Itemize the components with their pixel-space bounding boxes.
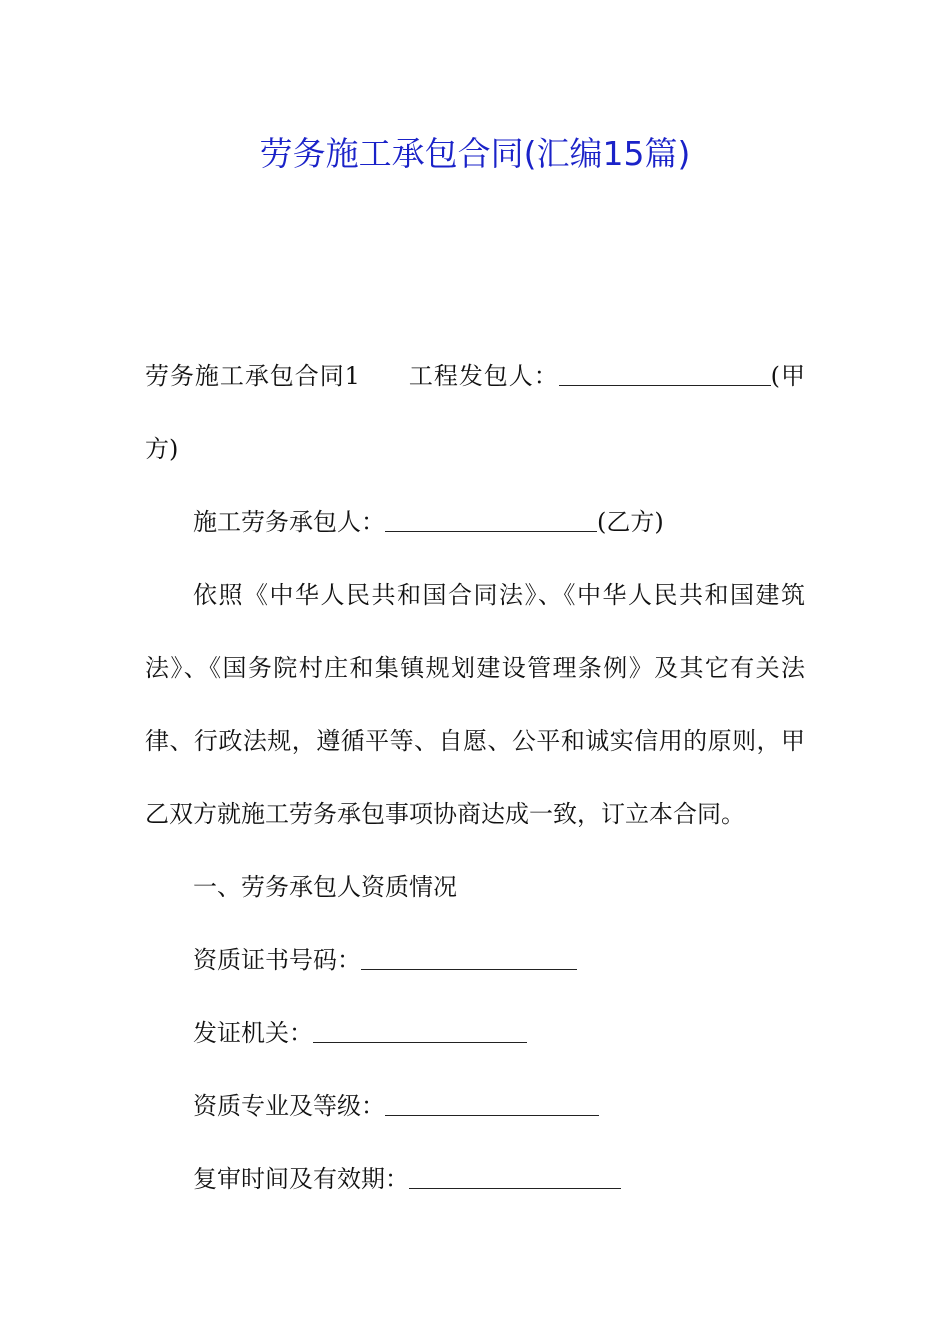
review-label: 复审时间及有效期：: [193, 1165, 409, 1193]
section-1-title: 一、劳务承包人资质情况: [193, 873, 457, 901]
issuer-label: 发证机关：: [193, 1019, 313, 1047]
document-body: [145, 340, 805, 1216]
party-a-suffix: (甲方): [145, 362, 805, 463]
specialty-label: 资质专业及等级：: [193, 1092, 385, 1120]
party-a-blank: [559, 361, 771, 386]
party-b-suffix: (乙方): [597, 508, 664, 536]
document-title: 劳务施工承包合同(汇编15篇): [259, 134, 691, 173]
contract-heading-paragraph: [145, 340, 805, 486]
party-b-label: 施工劳务承包人：: [193, 508, 385, 536]
party-a-label: 工程发包人：: [407, 362, 559, 390]
cert-number-field: [145, 924, 805, 997]
review-field: [145, 1143, 805, 1216]
contract-heading: 劳务施工承包合同1: [145, 362, 360, 390]
specialty-blank: [385, 1091, 599, 1116]
party-b-paragraph: [145, 486, 805, 559]
review-blank: [409, 1164, 621, 1189]
preamble-paragraph: 依照《中华人民共和国合同法》、《中华人民共和国建筑法》、《国务院村庄和集镇规划建设管理条例》及其它有关法律、行政法规，遵循平等、自愿、公平和诚实信用的原则，甲乙双方就施工劳务承包事项协商达成一致，订立本合同。: [145, 581, 805, 828]
party-b-blank: [385, 507, 597, 532]
issuer-blank: [313, 1018, 527, 1043]
cert-number-label: 资质证书号码：: [193, 946, 361, 974]
issuer-field: [145, 997, 805, 1070]
specialty-field: [145, 1070, 805, 1143]
cert-number-blank: [361, 945, 577, 970]
